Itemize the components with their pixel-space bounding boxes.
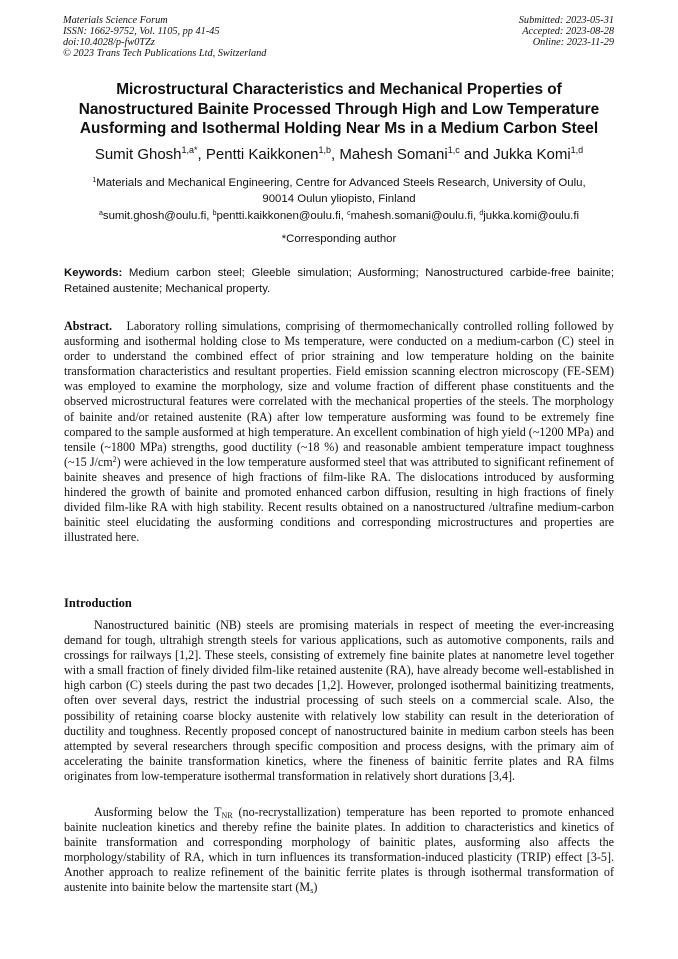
submitted-date: Submitted: 2023-05-31 [518,15,614,26]
affiliation [40,175,638,207]
keywords-text: Medium carbon steel; Gleeble simulation; Ausforming; Nanostructured carbide-free bainite; Retained austenite; Mechanical property. [64,267,614,295]
journal-issn: ISSN: 1662-9752, Vol. 1105, pp 41-45 [63,26,220,37]
title-line: Nanostructured Bainite Processed Through High and Low Temperature [78,100,600,118]
email-address[interactable]: pentti.kaikkonen@oulu.fi [216,210,341,222]
author-affiliation-mark: 1,b [318,145,331,155]
corresponding-author-note: *Corresponding author [281,233,397,245]
title-line: Ausforming and Isothermal Holding Near Ms in a Medium Carbon Steel [79,120,599,137]
author-name: Pentti Kaikkonen [205,146,319,163]
author-name: Jukka Komi [493,146,571,163]
email-address[interactable]: mahesh.somani@oulu.fi [350,210,473,222]
introduction-paragraph: Nanostructured bainitic (NB) steels are promising materials in respect of meeting the ever-increasing demand for tough, ultrahigh strength steels for various applications, such as automotive components, rails and crossings for railways [1,2]. These steels, consisting of extremely fine bainite plates at nanometre level together with a small fraction of finely divided film-like retained austenite (RA), have already become well-established in high carbon (C) steels during the past two decades [1,2]. However, prolonged isothermal bainitizing treatments, often over several days, restrict the industrial processing of such steels on a commercial scale. Also, the possibility of retaining coarse blocky austenite with relatively low stability can result in the deterioration of ductility and toughness. Recently proposed concept of nanostructured bainite in medium carbon steels has been attempted by several researchers through specific composition and process designs, with the primary aim of accelerating the bainite transformation kinetics, where the fineness of bainitic ferrite plates and RA films originates from low-temperature isothermal transformation in relatively short durations [3,4]. [64,618,614,783]
author-separator: and [459,146,494,163]
email-mark: d [479,210,484,217]
online-date: Online: 2023-11-29 [532,37,614,48]
author-affiliation-mark: 1,a* [181,145,198,155]
author-name: Mahesh Somani [339,146,448,163]
author-name: Sumit Ghosh [94,146,182,163]
journal-copyright: © 2023 Trans Tech Publications Ltd, Switzerland [63,48,267,59]
email-mark: c [347,210,351,217]
email-list: $^a$sumit.ghosh@oulu.fi, $^b$pentti.kaikkonen@oulu.fi, $^c$mahesh.somani@oulu.fi, $^d$jukka.komi@oulu.fi [98,210,580,222]
abstract-text: Laboratory rolling simulations, comprising of thermomechanically controlled rolling followed by ausforming and isothermal holding close to Ms temperature, were conducted on a medium-carbon (C) steel in order to understand the combined effect of prior straining and low temperature holding on the bainite transformation characteristics and resultant properties. Field emission scanning electron microscopy (FE-SEM) was employed to examine the morphology, size and volume fraction of different phase constituents and the observed microstructural features were correlated with the mechanical properties of the steels. The morphology of bainite and/or retained austenite (RA) after low temperature ausforming was found to be extremely fine compared to the sample ausformed at high temperature. An excellent combination of high yield (~1200 MPa) and tensile (~1800 MPa) strengths, good ductility (~18 %) and reasonable ambient temperature impact toughness (~15 J/cm [64,319,614,469]
unit-exponent: 2 [112,454,117,464]
journal-info [63,15,266,59]
author-affiliation-mark: 1,c [447,145,460,155]
affiliation-mark: 1 [92,177,97,184]
author-separator: , [330,146,340,163]
section-heading-introduction: Introduction [64,596,132,610]
abstract-text: ) were achieved in the low temperature ausformed steel that was attributed to significant refinement of bainite sheaves and presence of high fractions of film-like RA. The dislocations introduced by ausforming hindered the growth of bainite and promoted enhanced carbon diffusion, resulting in high fractions of finely divided film-like RA with high stability. Recent results obtained on a nanostructured /ultrafine medium-carbon bainitic steel elucidating the ausforming conditions and corresponding microstructures and properties are illustrated here. [64,454,614,545]
keywords-block [64,266,614,297]
submission-dates [519,15,614,48]
author-affiliation-mark: 1,d [570,145,584,155]
title-line: Microstructural Characteristics and Mechanical Properties of [116,81,562,98]
email-address[interactable]: jukka.komi@oulu.fi [483,210,580,222]
abstract-block [64,319,614,545]
introduction-paragraph: Ausforming below the $T_{NR}$ (no-recrystallization) temperature has been reported to promote enhanced bainite nucleation kinetics and thereby refine the bainite plates. In addition to characteristics and kinetics of bainite transformation and corresponding morphology of bainitic plates, ausforming also affects the morphology/stability of RA, which in turn influences its transformation-induced plasticity (TRIP) effect [3-5]. Another approach to realize refinement of the bainitic ferrite plates is through isothermal transformation of austenite into bainite below the martensite start $(M_s)$ [64,805,614,896]
subscript: NR [221,811,233,820]
affiliation-line: 90014 Oulun yliopisto, Finland [262,193,416,205]
paper-title [40,80,638,139]
keywords-label: Keywords: [64,267,123,279]
affiliation-line: $^1$Materials and Mechanical Engineering, Centre for Advanced Steels Research, University of Oulu, [92,177,586,189]
journal-doi[interactable]: doi:10.4028/p-fw0TZz [63,37,155,48]
author-separator: , [197,146,206,163]
accepted-date: Accepted: 2023-08-28 [522,26,614,37]
email-address[interactable]: sumit.ghosh@oulu.fi [102,210,207,222]
author-list [0,146,678,164]
abstract-label: Abstract. [64,319,113,333]
journal-name: Materials Science Forum [63,15,168,26]
subscript: s [310,886,314,896]
email-mark: a [98,210,103,217]
email-mark: b [212,210,217,217]
